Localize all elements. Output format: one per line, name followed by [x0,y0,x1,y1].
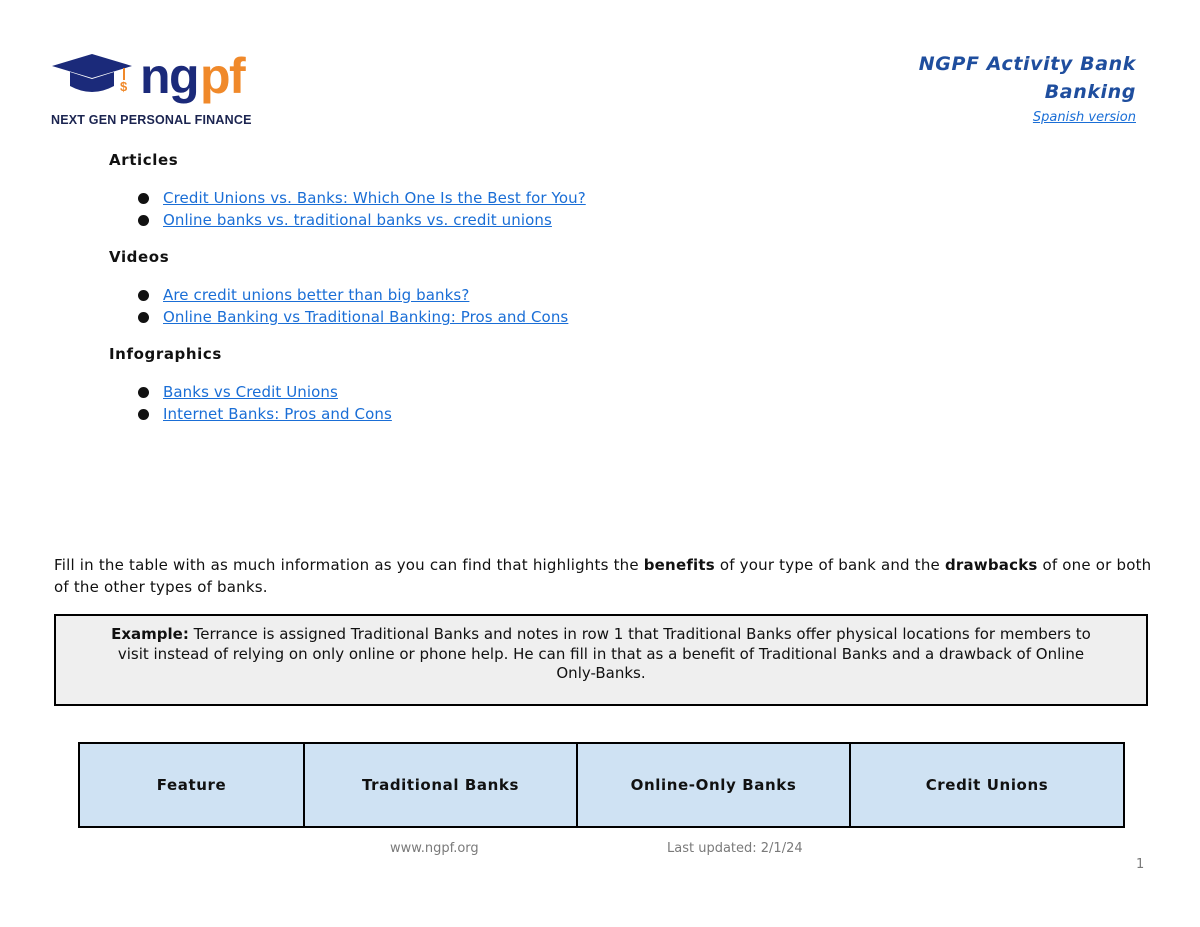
infographic-link-banks-vs-credit-unions[interactable]: Banks vs Credit Unions [163,383,338,401]
svg-text:pf: pf [200,48,245,104]
example-text: Terrance is assigned Traditional Banks and notes in row 1 that Traditional Banks offer physical locations for members to visit instead of relying on only online or phone help. He can fill in that as a benefit of Traditional Banks and a drawback of Online Only-Banks. [117,625,1091,682]
list-item [137,403,392,425]
articles-heading: Articles [109,151,179,169]
infographics-heading: Infographics [109,345,222,363]
column-header-traditional-banks: Traditional Banks [304,743,577,827]
activity-bank-title: NGPF Activity Bank [918,53,1136,75]
table-header-row [79,743,1124,827]
articles-list [137,187,586,231]
svg-text:ng: ng [140,48,199,104]
svg-text:$: $ [120,79,128,94]
bullet-icon [138,387,149,398]
column-header-feature: Feature [79,743,304,827]
list-item [137,209,586,231]
video-link-online-banking-pros-cons[interactable]: Online Banking vs Traditional Banking: Pros and Cons [163,308,569,326]
column-header-online-only-banks: Online-Only Banks [577,743,850,827]
bullet-icon [138,409,149,420]
list-item [137,381,392,403]
example-label: Example: [111,625,189,643]
document-header [919,50,1136,125]
graduation-cap-logo-icon [50,46,280,112]
infographics-list [137,381,392,425]
benefits-emphasis: benefits [643,556,715,574]
instructions-paragraph [54,554,1154,598]
ngpf-logo [50,46,280,130]
logo-tagline: NEXT GEN PERSONAL FINANCE [51,113,252,127]
bullet-icon [138,290,149,301]
drawbacks-emphasis: drawbacks [944,556,1038,574]
article-link-online-vs-traditional[interactable]: Online banks vs. traditional banks vs. credit unions [163,211,552,229]
column-header-credit-unions: Credit Unions [850,743,1124,827]
infographic-link-internet-banks[interactable]: Internet Banks: Pros and Cons [163,405,392,423]
footer-url: www.ngpf.org [390,841,479,856]
videos-heading: Videos [109,248,170,266]
list-item [137,306,568,328]
videos-list [137,284,568,328]
comparison-table [78,742,1125,828]
bullet-icon [138,215,149,226]
list-item [137,284,568,306]
instructions-text: Fill in the table with as much information as you can find that highlights the [54,556,644,574]
topic-title: Banking [1044,81,1136,103]
list-item [137,187,586,209]
spanish-version-link[interactable]: Spanish version [1032,110,1136,125]
instructions-text: of your type of bank and the [714,556,945,574]
bullet-icon [138,193,149,204]
article-link-credit-unions-vs-banks[interactable]: Credit Unions vs. Banks: Which One Is the Best for You? [163,189,586,207]
bullet-icon [138,312,149,323]
example-box [54,614,1148,706]
video-link-credit-unions-better[interactable]: Are credit unions better than big banks? [163,286,470,304]
instructions-text: of one or both of the other types of banks. [54,556,1152,596]
footer-last-updated: Last updated: 2/1/24 [667,841,803,856]
page-number: 1 [1136,857,1145,872]
